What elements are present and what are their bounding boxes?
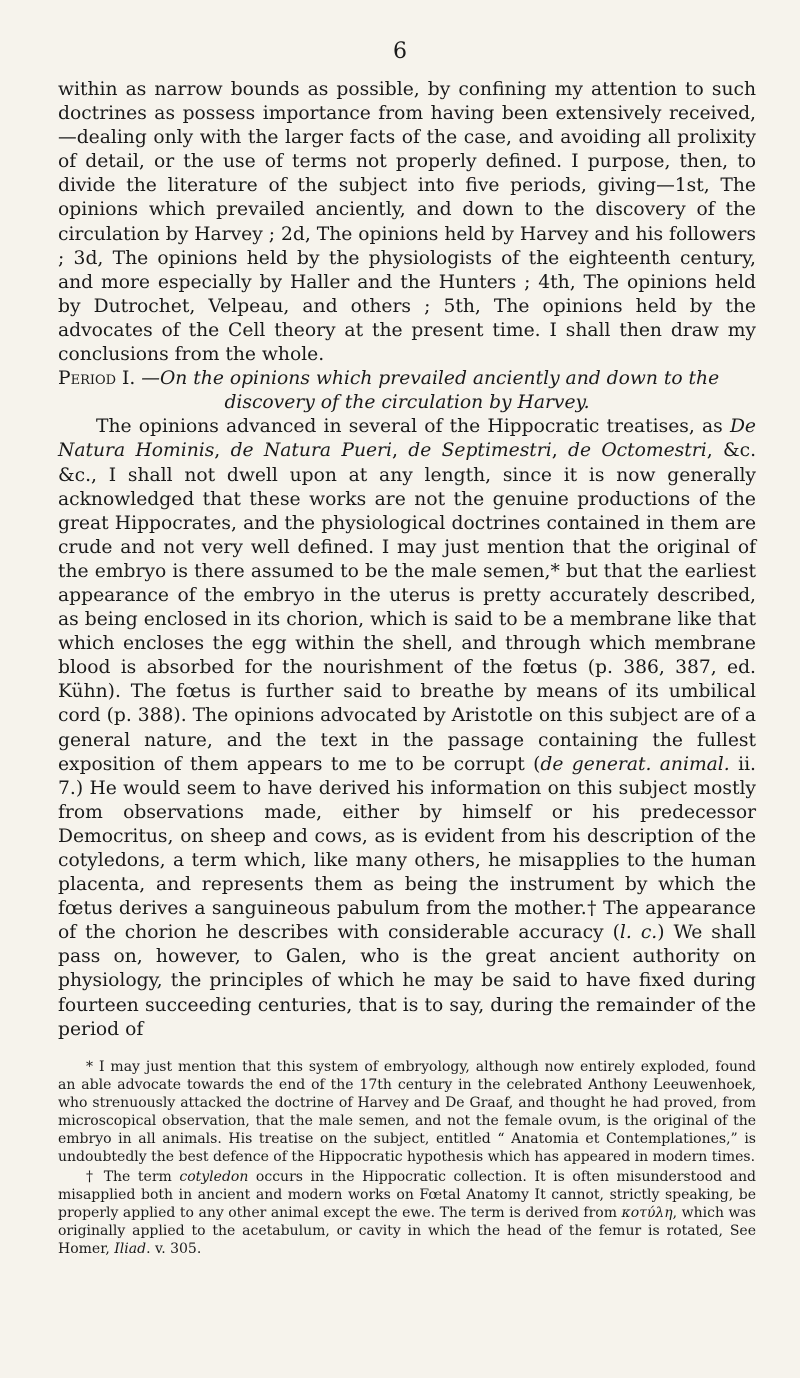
paragraph-1: within as narrow bounds as possible, by confining my attention to such doctrines as possess importance from having been extensively received, —dealing only with the larger facts of the case, and avoiding all prolixity of detail, or the use of terms not properly defined. I purpose, then, to divide the literature of the subject into five periods, giving—1st, The opinions which prevailed anciently, and down to the discovery of the circulation by Harvey ; 2d, The opinions held by Harvey and his followers ; 3d, The opinions held by the physiologists of the eighteenth century, and more especially by Haller and the Hunters ; 4th, The opinions held by Dutrochet, Velpeau, and others ; 5th, The opinions held by the advocates of the Cell theory at the present time. I shall then draw my conclusions from the whole.	[58, 79, 756, 366]
footnote-2-greek: κοτύλη	[621, 1204, 673, 1221]
period-heading	[58, 367, 756, 415]
separator-2: ,	[391, 440, 409, 462]
treatise-title-4: de Octomestri	[568, 440, 707, 462]
separator-3: ,	[551, 440, 568, 462]
separator-1: ,	[214, 440, 231, 462]
period-title-line-2: discovery of the circulation by Harvey.	[224, 392, 590, 414]
loc-cit: l. c.	[619, 922, 658, 944]
period-heading-line-1	[58, 367, 756, 391]
page-content	[58, 78, 756, 1258]
footnote-2-part-4: . v. 305.	[146, 1240, 202, 1257]
treatise-title-2: de Natura Pueri	[230, 440, 392, 462]
paragraph-2-part-2: , &c. &c., I shall not dwell upon at any length, since it is now generally acknowledged that these works are not the genuine productions of the great Hippocrates, and the physiological doctrines contained in them are crude and not very well defined. I may just mention that the original of the embryo is there assumed to be the male semen,* but that the earliest appearance of the embryo in the uterus is pretty accurately described, as being enclosed in its chorion, which is said to be a membrane like that which encloses the egg within the shell, and through which membrane blood is absorbed for the nourishment of the fœtus (p. 386, 387, ed. Kühn). The fœtus is further said to breathe by means of its umbilical cord (p. 388). The opinions advocated by Aristotle on this subject are of a general nature, and the text in the passage containing the fullest exposition of them appears to me to be corrupt (	[58, 440, 757, 775]
paragraph-2-part-4: ) We shall pass on, however, to Galen, who is the great ancient authority on physiology, the principles of which he may be said to have fixed during fourteen succeeding centuries, that is to say, during the remainder of the period of	[58, 922, 756, 1040]
paragraph-2-part-1: The opinions advanced in several of the Hippocratic treatises, as	[96, 416, 730, 438]
period-label: Period I.	[58, 368, 136, 390]
paragraph-2-part-3: ii. 7.) He would seem to have derived his information on this subject mostly from observations made, either by himself or his predecessor Democritus, on sheep and cows, as is evident from his description of the cotyledons, a term which, like many others, he misapplies to the human placenta, and represents them as being the instrument by which the fœtus derives a sanguineous pabulum from the mother.† The appearance of the chorion he describes with considerable accuracy (	[58, 753, 756, 944]
period-title-line-1: —On the opinions which prevailed anciently and down to the	[141, 368, 720, 390]
treatise-title-1: De Natura Hominis	[58, 416, 756, 462]
footnote-2-iliad: Iliad	[114, 1240, 147, 1257]
treatise-title-3: de Septimestri	[408, 440, 552, 462]
footnote-2-part-2: occurs in the Hippocratic collection. It is often misunderstood and misapplied both in ancient and modern works on Fœtal Anatomy It cannot, strictly speaking, be properly applied to any other animal except the ewe. The term is derived from	[58, 1168, 756, 1221]
footnote-2-part-1: † The term	[86, 1168, 180, 1185]
paragraph-2	[58, 415, 756, 1041]
footnote-1: * I may just mention that this system of embryology, although now entirely exploded, found an able advocate towards the end of the 17th century in the celebrated Anthony Leeuwenhoek, who strenuously attacked the doctrine of Harvey and De Graaf, and thought he had proved, from microscopical observation, that the male semen, and not the female ovum, is the original of the embryo in all animals. His treatise on the subject, entitled “ Anatomia et Contemplationes,” is undoubtedly the best defence of the Hippocratic hypothesis which has appeared in modern times.	[58, 1058, 756, 1165]
footnotes	[58, 1058, 756, 1258]
page-number: 6	[393, 39, 407, 64]
footnote-2-term: cotyledon	[179, 1168, 249, 1185]
aristotle-citation: de generat. animal.	[540, 753, 730, 775]
footnote-2-part-3: , which was originally applied to the acetabulum, or cavity in which the head of the femur is rotated, See Homer,	[58, 1204, 756, 1257]
footnote-2	[58, 1168, 756, 1258]
